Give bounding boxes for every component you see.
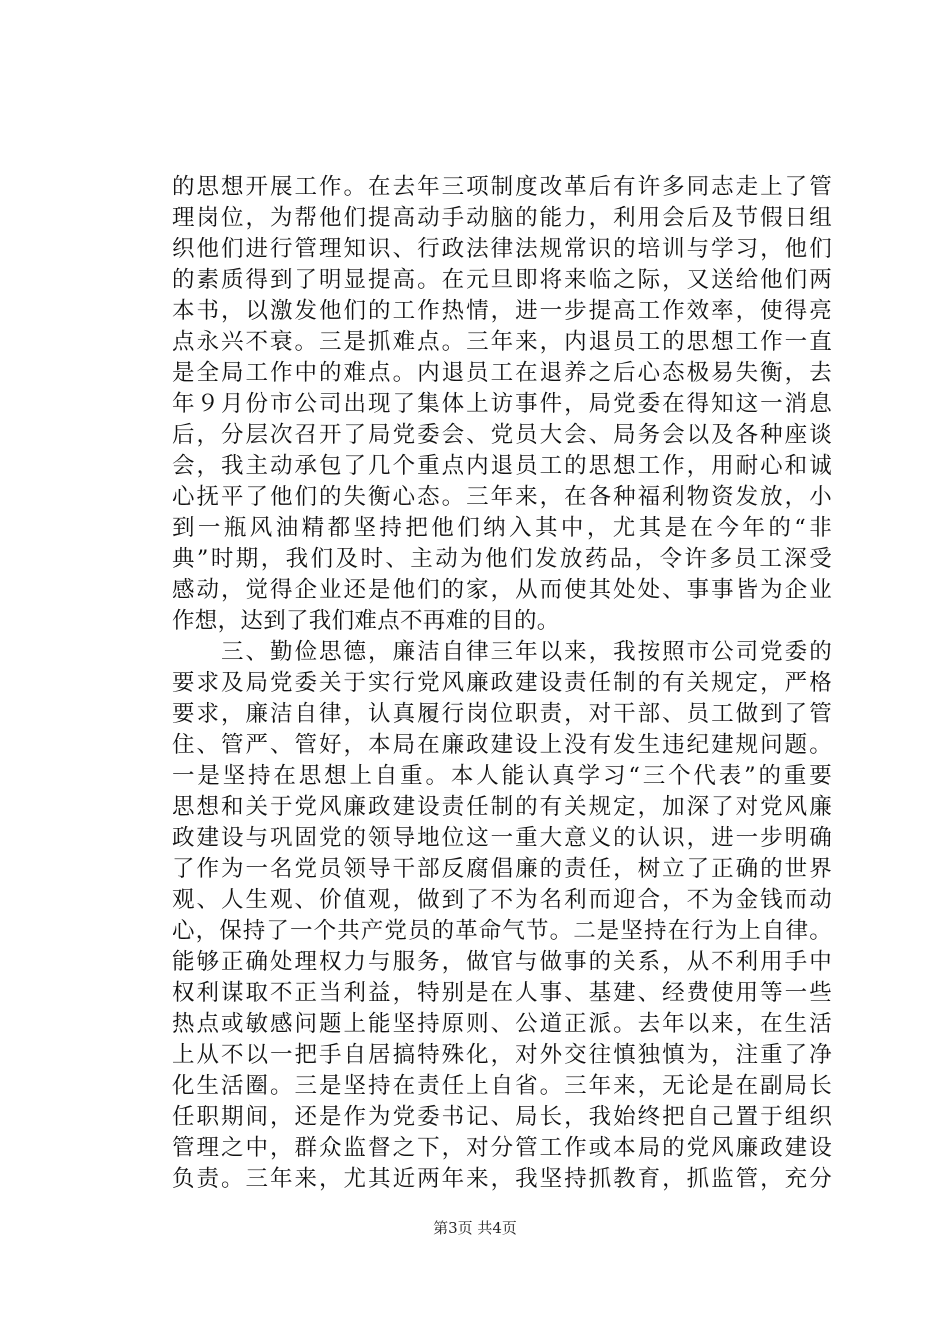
- text-line: 要求，廉洁自律，认真履行岗位职责，对干部、员工做到了管: [172, 701, 832, 727]
- text-line: 上从不以一把手自居搞特殊化，对外交往慎独慎为，注重了净: [172, 1042, 832, 1068]
- text-line: 到一瓶风油精都坚持把他们纳入其中，尤其是在今年的“非: [172, 515, 832, 541]
- text-line: 作想，达到了我们难点不再难的目的。: [172, 608, 560, 634]
- text-line: 能够正确处理权力与服务，做官与做事的关系，从不利用手中: [172, 949, 832, 975]
- text-line: 一是坚持在思想上自重。本人能认真学习“三个代表”的重要: [172, 763, 832, 789]
- text-line: 本书，以激发他们的工作热情，进一步提高工作效率，使得亮: [172, 298, 832, 324]
- page-number-footer: 第3页 共4页: [433, 1219, 517, 1237]
- text-line: 的素质得到了明显提高。在元旦即将来临之际，又送给他们两: [172, 267, 832, 293]
- text-line: 心，保持了一个共产党员的革命气节。二是坚持在行为上自律。: [172, 918, 832, 944]
- text-line: 是全局工作中的难点。内退员工在退养之后心态极易失衡，去: [172, 360, 832, 386]
- text-line: 三、勤俭思德，廉洁自律三年以来，我按照市公司党委的: [172, 639, 832, 665]
- text-line: 管理之中，群众监督之下，对分管工作或本局的党风廉政建设: [172, 1135, 832, 1161]
- text-line: 负责。三年来，尤其近两年来，我坚持抓教育，抓监管，充分: [172, 1166, 832, 1192]
- text-line: 织他们进行管理知识、行政法律法规常识的培训与学习，他们: [172, 236, 832, 262]
- text-line: 会，我主动承包了几个重点内退员工的思想工作，用耐心和诚: [172, 453, 832, 479]
- text-line: 思想和关于党风廉政建设责任制的有关规定，加深了对党风廉: [172, 794, 832, 820]
- text-line: 住、管严、管好，本局在廉政建设上没有发生违纪建规问题。: [172, 732, 832, 758]
- text-line: 点永兴不衰。三是抓难点。三年来，内退员工的思想工作一直: [172, 329, 832, 355]
- text-line: 要求及局党委关于实行党风廉政建设责任制的有关规定，严格: [172, 670, 832, 696]
- text-line: 了作为一名党员领导干部反腐倡廉的责任，树立了正确的世界: [172, 856, 832, 882]
- text-line: 年９月份市公司出现了集体上访事件，局党委在得知这一消息: [172, 391, 832, 417]
- text-line: 典”时期，我们及时、主动为他们发放药品，令许多员工深受: [172, 546, 832, 572]
- body-text: [172, 172, 832, 1195]
- text-line: 化生活圈。三是坚持在责任上自省。三年来，无论是在副局长: [172, 1073, 832, 1099]
- text-line: 政建设与巩固党的领导地位这一重大意义的认识，进一步明确: [172, 825, 832, 851]
- text-line: 观、人生观、价值观，做到了不为名利而迎合，不为金钱而动: [172, 887, 832, 913]
- text-line: 感动，觉得企业还是他们的家，从而使其处处、事事皆为企业: [172, 577, 832, 603]
- text-line: 权利谋取不正当利益，特别是在人事、基建、经费使用等一些: [172, 980, 832, 1006]
- text-line: 的思想开展工作。在去年三项制度改革后有许多同志走上了管: [172, 174, 832, 200]
- text-line: 热点或敏感问题上能坚持原则、公道正派。去年以来，在生活: [172, 1011, 832, 1037]
- text-line: 心抚平了他们的失衡心态。三年来，在各种福利物资发放，小: [172, 484, 832, 510]
- text-line: 后，分层次召开了局党委会、党员大会、局务会以及各种座谈: [172, 422, 832, 448]
- text-line: 理岗位，为帮他们提高动手动脑的能力，利用会后及节假日组: [172, 205, 832, 231]
- text-line: 任职期间，还是作为党委书记、局长，我始终把自己置于组织: [172, 1104, 832, 1130]
